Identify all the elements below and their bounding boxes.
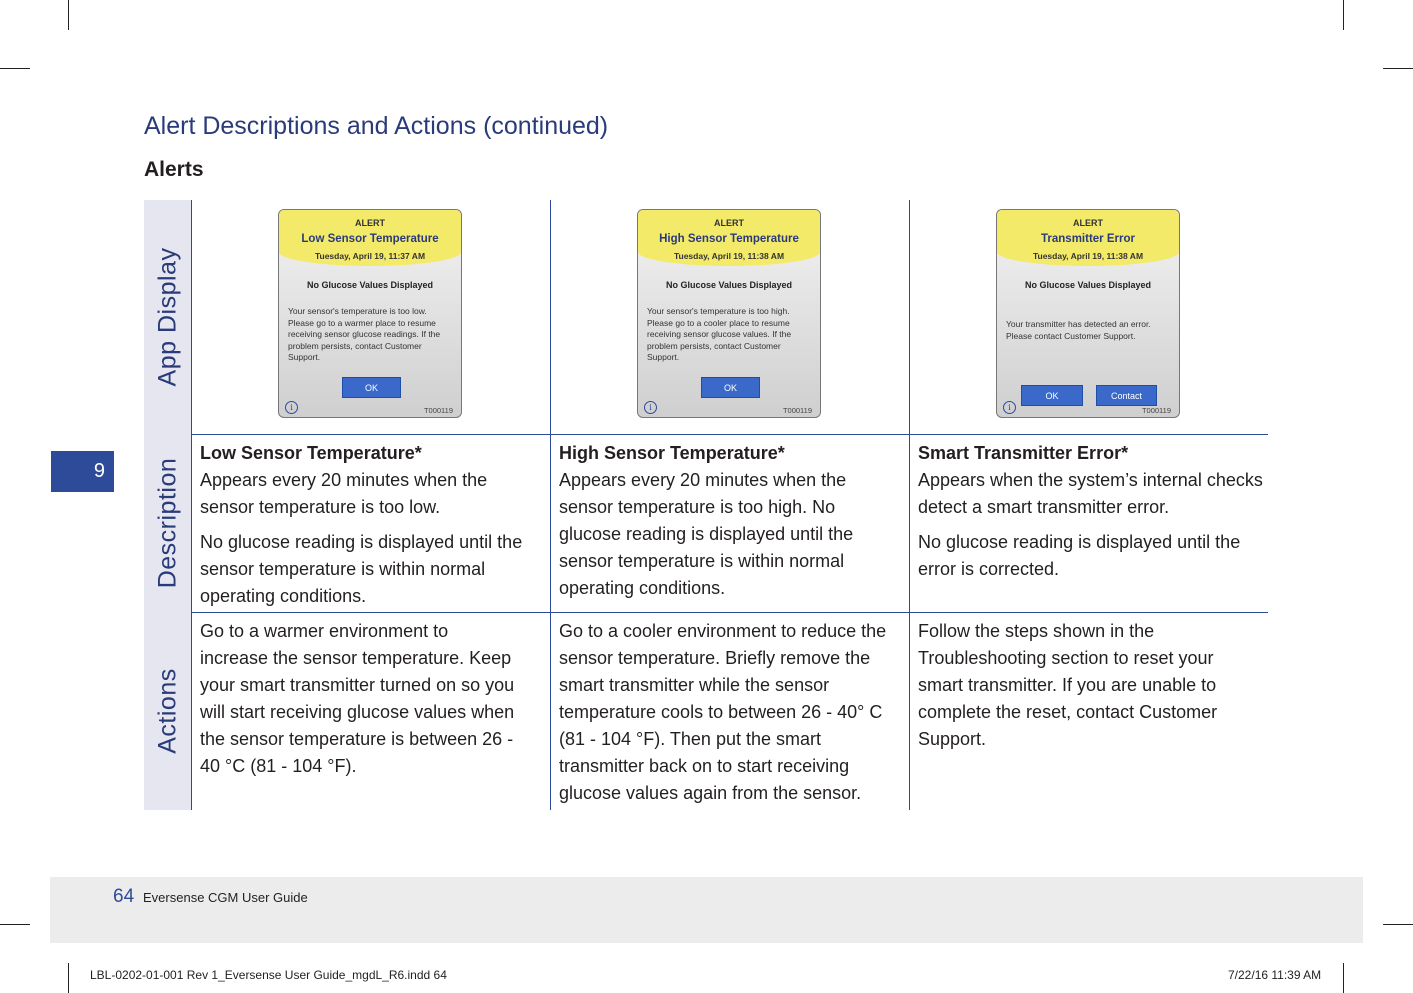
- alert-message: Your sensor's temperature is too high. Please go to a cooler place to resume receiving sensor glucose values. If the problem persists, contact Customer Support.: [647, 306, 792, 362]
- alert-screen-high-temp: [637, 209, 821, 418]
- crop-mark: [1343, 963, 1344, 993]
- info-icon[interactable]: i: [285, 401, 298, 414]
- alert-code: T000119: [782, 406, 812, 415]
- alert-datetime: Tuesday, April 19, 11:38 AM: [1032, 251, 1144, 261]
- info-icon[interactable]: i: [644, 401, 657, 414]
- action-cell-transmitter-error: Follow the steps shown in the Troubleshooting section to reset your smart transmitter. If you are unable to complete the reset, contact Customer Support.: [918, 621, 1218, 749]
- guide-title: Eversense CGM User Guide: [143, 890, 308, 905]
- crop-mark: [68, 963, 69, 993]
- alerts-table: [144, 200, 1268, 810]
- description-text: Appears when the system’s internal checks detect a smart transmitter error.: [918, 470, 1263, 517]
- table-divider: [909, 200, 910, 810]
- page-title: [144, 112, 608, 141]
- page-number: 64: [113, 886, 135, 907]
- print-slug-file: LBL-0202-01-001 Rev 1_Eversense User Guide_mgdL_R6.indd 64: [90, 968, 447, 982]
- crop-mark: [1383, 68, 1413, 69]
- row-label-actions: [144, 612, 191, 810]
- section-subtitle: Alerts: [144, 158, 204, 181]
- description-text: Appears every 20 minutes when the sensor temperature is too low.: [200, 470, 488, 517]
- alert-datetime: Tuesday, April 19, 11:38 AM: [673, 251, 785, 261]
- alert-code: T000119: [1141, 406, 1171, 415]
- crop-mark: [68, 0, 69, 30]
- print-slug-date: 7/22/16 11:39 AM: [1228, 968, 1322, 982]
- alert-no-values: No Glucose Values Displayed: [306, 280, 434, 290]
- alert-message: Your sensor's temperature is too low. Please go to a warmer place to resume receiving sensor glucose readings. If the problem persists, contact Customer Support.: [288, 306, 441, 362]
- description-cell-transmitter-error: [918, 440, 1263, 591]
- row-label-description: [144, 434, 191, 612]
- description-heading: Low Sensor Temperature*: [200, 443, 422, 463]
- action-cell-low-temp: Go to a warmer environment to increase the sensor temperature. Keep your smart transmitter turned on so you will start receiving glucose values when the sensor temperature is between 26 - 40 °C (81 - 104 °F).: [200, 621, 515, 776]
- row-label-text: Actions: [153, 668, 181, 754]
- description-text: No glucose reading is displayed until the sensor temperature is within normal operating conditions.: [200, 532, 523, 606]
- chapter-tab: 9: [51, 451, 114, 492]
- crop-mark: [1383, 924, 1413, 925]
- alert-label: ALERT: [1073, 218, 1103, 228]
- description-text: No glucose reading is displayed until the error is corrected.: [918, 532, 1241, 579]
- alert-message: Your transmitter has detected an error. Please contact Customer Support.: [1006, 319, 1151, 341]
- table-divider: [550, 200, 551, 810]
- action-cell-high-temp: Go to a cooler environment to reduce the sensor temperature. Briefly remove the smart transmitter while the sensor temperature cools to between 26 - 40° C (81 - 104 °F). Then put the smart transmitter back on to start receiving glucose values again from the sensor.: [559, 621, 887, 803]
- crop-mark: [1343, 0, 1344, 30]
- crop-mark: [0, 68, 30, 69]
- row-label-text: Description: [153, 457, 181, 589]
- ok-button[interactable]: OK: [701, 377, 760, 398]
- page-title-suffix: (continued): [483, 112, 609, 140]
- page-footer: [50, 877, 1363, 943]
- alert-screen-transmitter-error: [996, 209, 1180, 418]
- description-heading: Smart Transmitter Error*: [918, 443, 1129, 463]
- crop-mark: [0, 924, 30, 925]
- alert-title: High Sensor Temperature: [659, 233, 799, 245]
- alert-screen-low-temp: [278, 209, 462, 418]
- page-title-text: Alert Descriptions and Actions: [144, 112, 477, 140]
- ok-button[interactable]: OK: [342, 377, 401, 398]
- row-label-text: App Display: [153, 247, 181, 387]
- description-text: Appears every 20 minutes when the sensor temperature is too high. No glucose reading is displayed until the sensor temperature is within normal operating conditions.: [559, 470, 854, 598]
- table-divider: [191, 200, 192, 810]
- alert-title: Low Sensor Temperature: [301, 233, 439, 245]
- table-divider: [191, 434, 1268, 435]
- row-label-app-display: [144, 200, 191, 434]
- alert-no-values: No Glucose Values Displayed: [1024, 280, 1152, 290]
- alert-code: T000119: [423, 406, 453, 415]
- description-heading: High Sensor Temperature*: [559, 443, 785, 463]
- alert-label: ALERT: [355, 218, 385, 228]
- alert-label: ALERT: [714, 218, 744, 228]
- contact-button[interactable]: Contact: [1096, 385, 1157, 406]
- alert-no-values: No Glucose Values Displayed: [665, 280, 793, 290]
- alert-datetime: Tuesday, April 19, 11:37 AM: [314, 251, 426, 261]
- description-cell-low-temp: [200, 440, 545, 618]
- ok-button[interactable]: OK: [1021, 385, 1083, 406]
- alert-title: Transmitter Error: [1041, 233, 1135, 245]
- description-cell-high-temp: [559, 440, 899, 610]
- info-icon[interactable]: i: [1003, 401, 1016, 414]
